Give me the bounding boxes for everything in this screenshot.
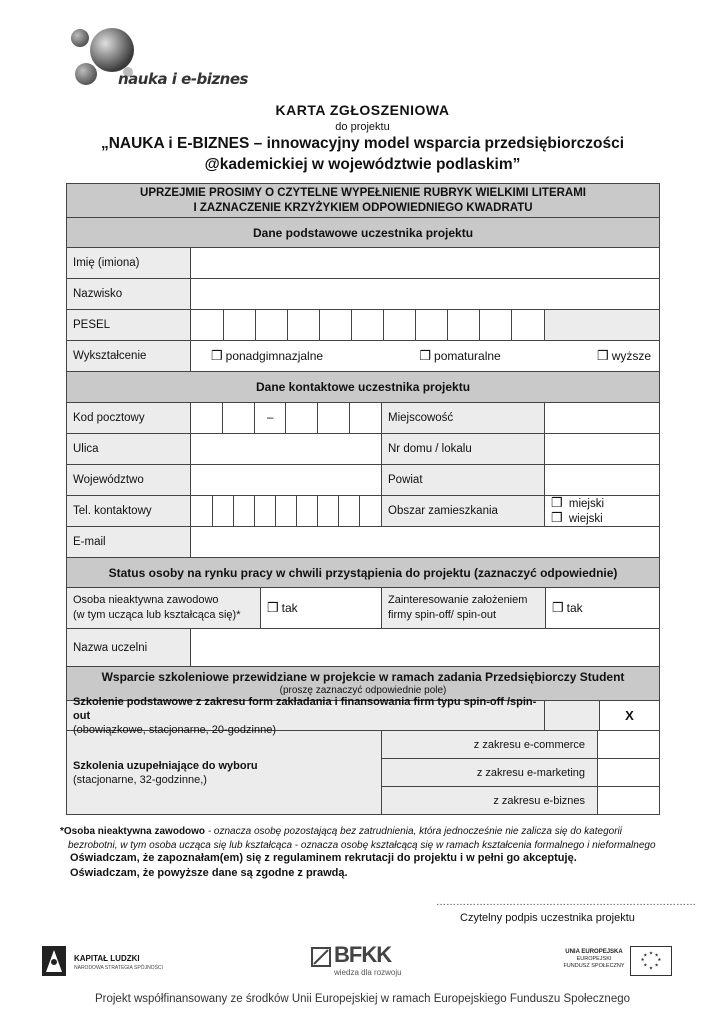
- last-name-label: Nazwisko: [67, 279, 191, 310]
- area-label: Obszar zamieszkania: [382, 496, 545, 527]
- spinoff-option[interactable]: [545, 588, 659, 628]
- edu-option-1-label: ponadgimnazjalne: [225, 349, 324, 363]
- section-training-title: Wsparcie szkoleniowe przewidziane w projekcie w ramach zadania Przedsiębiorczy Student: [101, 669, 625, 684]
- inactive-option[interactable]: [260, 588, 381, 628]
- basic-training-label-tail: [545, 701, 600, 730]
- footnote: [60, 825, 660, 853]
- svg-text:★: ★: [657, 958, 662, 963]
- house-number-label: Nr domu / lokalu: [382, 434, 545, 465]
- bfkk-name: BFKK: [334, 942, 392, 967]
- kapital-ludzki-subtitle: NARODOWA STRATEGIA SPÓJNOŚCI: [74, 965, 163, 971]
- postal-digit[interactable]: [318, 403, 350, 433]
- education-options: [191, 341, 660, 372]
- inactive-label-line2: (w tym ucząca lub kształcąca się)*: [73, 609, 241, 621]
- signature-label: Czytelny podpis uczestnika projektu: [460, 912, 635, 924]
- extra-training-details: (stacjonarne, 32-godzinne,): [73, 773, 207, 786]
- pesel-digit[interactable]: [480, 310, 512, 340]
- postal-digit[interactable]: [223, 403, 255, 433]
- street-field[interactable]: [191, 434, 382, 465]
- footnote-text1: - oznacza osobę pozostającą bez zatrudnienia, która jednocześnie nie zalicza się do kategorii: [205, 826, 622, 837]
- footnote-term: Osoba nieaktywna zawodowo: [63, 826, 206, 837]
- phone-digit[interactable]: [318, 496, 339, 526]
- basic-training-label: [67, 695, 544, 736]
- area-option-rural-label: wiejski: [568, 513, 603, 525]
- project-name-line1: „NAUKA i E-BIZNES – innowacyjny model wsparcia przedsiębiorczości: [100, 135, 625, 152]
- inactive-label-line1: Osoba nieaktywna zawodowo: [73, 594, 219, 606]
- bfkk-tagline: wiedza dla rozwoju: [334, 968, 402, 977]
- eu-line2: EUROPEJSKI: [576, 956, 612, 962]
- pesel-digit[interactable]: [223, 310, 255, 340]
- checkbox-icon[interactable]: ❒: [267, 600, 279, 615]
- extra-option-ebiznes-box[interactable]: [597, 787, 659, 814]
- university-label: Nazwa uczelni: [67, 629, 191, 667]
- county-field[interactable]: [545, 465, 660, 496]
- pesel-digit[interactable]: [255, 310, 287, 340]
- application-form-table: [66, 183, 660, 815]
- spinoff-label: [382, 588, 545, 628]
- svg-text:★: ★: [643, 953, 648, 959]
- eu-line3: FUNDUSZ SPOŁECZNY: [563, 963, 625, 969]
- form-subtitle: do projektu: [335, 121, 390, 133]
- inactive-label: [67, 588, 260, 628]
- phone-digit[interactable]: [297, 496, 318, 526]
- svg-text:★: ★: [648, 966, 654, 972]
- phone-digit[interactable]: [275, 496, 296, 526]
- university-field[interactable]: [191, 629, 660, 667]
- pesel-digit[interactable]: [448, 310, 480, 340]
- section-training-subtitle: (proszę zaznaczyć odpowiednie pole): [279, 684, 447, 696]
- edu-option-3[interactable]: [597, 348, 651, 364]
- inactive-option-label: tak: [281, 601, 298, 615]
- checkbox-icon[interactable]: ❒: [211, 348, 223, 363]
- svg-text:★: ★: [654, 953, 659, 959]
- eu-flag-icon: [630, 946, 672, 976]
- declaration-regulations: Oświadczam, że zapoznałam(em) się z regulaminem rekrutacji do projektu i w pełni go akceptuję.: [70, 852, 577, 864]
- basic-training-details: (obowiązkowe, stacjonarne, 20-godzinne): [73, 723, 277, 736]
- spinoff-label-line1: Zainteresowanie założeniem: [388, 594, 528, 606]
- phone-digit[interactable]: [212, 496, 233, 526]
- pesel-digit[interactable]: [319, 310, 351, 340]
- checkbox-icon[interactable]: ❒: [419, 348, 432, 363]
- extra-option-row: [382, 787, 660, 815]
- phone-digit[interactable]: [339, 496, 360, 526]
- kapital-ludzki-title: KAPITAŁ LUDZKI: [74, 954, 140, 963]
- area-option-urban[interactable]: [551, 496, 653, 511]
- education-label: Wykształcenie: [67, 341, 191, 372]
- section-status-title: Status osoby na rynku pracy w chwili przystąpienia do projektu (zaznaczyć odpowiednie): [67, 558, 660, 588]
- svg-text:★: ★: [648, 951, 654, 957]
- spinoff-option-label: tak: [566, 601, 583, 615]
- section-basic-title: Dane podstawowe uczestnika projektu: [67, 218, 660, 248]
- last-name-field[interactable]: [191, 279, 660, 310]
- postal-code-field[interactable]: [191, 403, 382, 434]
- edu-option-3-label: wyższe: [611, 349, 652, 363]
- spinoff-label-line2: firmy spin-off/ spin-out: [388, 609, 497, 621]
- first-name-field[interactable]: [191, 248, 660, 279]
- area-options: [545, 496, 660, 527]
- edu-option-2[interactable]: [419, 348, 500, 364]
- voivodeship-label: Województwo: [67, 465, 191, 496]
- svg-text:★: ★: [640, 958, 645, 963]
- checkbox-icon[interactable]: ❒: [551, 510, 563, 525]
- postal-digit[interactable]: [349, 403, 381, 433]
- street-label: Ulica: [67, 434, 191, 465]
- pesel-digit[interactable]: [384, 310, 416, 340]
- extra-option-ebiznes: z zakresu e-biznes: [382, 787, 597, 814]
- edu-option-2-label: pomaturalne: [434, 349, 501, 363]
- email-label: E-mail: [67, 527, 191, 558]
- phone-label: Tel. kontaktowy: [67, 496, 191, 527]
- postal-digit[interactable]: [286, 403, 318, 433]
- instructions-line1: UPRZEJMIE PROSIMY O CZYTELNE WYPEŁNIENIE RUBRYK WIELKIMI LITERAMI: [140, 186, 586, 199]
- phone-digit[interactable]: [191, 496, 212, 526]
- city-field[interactable]: [545, 403, 660, 434]
- extra-option-row: [382, 731, 660, 759]
- phone-digit[interactable]: [360, 496, 381, 526]
- phone-field[interactable]: [191, 496, 382, 527]
- footnote-text2: bezrobotni, w tym osoba ucząca się lub kształcąca - oznacza osobę kształcącą się w ramach kształcenia formalnego i nieformalnego: [68, 840, 656, 851]
- project-name-line2: @kademickiej w województwie podlaskim”: [204, 156, 521, 173]
- form-title: KARTA ZGŁOSZENIOWA: [275, 102, 450, 118]
- first-name-label: Imię (imiona): [67, 248, 191, 279]
- pesel-digit[interactable]: [191, 310, 223, 340]
- pesel-filler: [544, 310, 659, 340]
- phone-digit[interactable]: [233, 496, 254, 526]
- voivodeship-field[interactable]: [191, 465, 382, 496]
- footnote-star: *: [60, 826, 64, 837]
- basic-training-row: [67, 695, 545, 736]
- extra-option-ecommerce: z zakresu e-commerce: [382, 731, 597, 758]
- checkbox-icon[interactable]: ❒: [551, 495, 563, 510]
- svg-text:★: ★: [643, 963, 648, 969]
- spinoff-row: [382, 588, 660, 629]
- eu-title: UNIA EUROPEJSKA: [565, 949, 623, 955]
- pesel-digit[interactable]: [512, 310, 544, 340]
- inactive-row: [67, 588, 382, 629]
- email-field[interactable]: [191, 527, 660, 558]
- city-label: Miejscowość: [382, 403, 545, 434]
- instructions-line2: I ZAZNACZENIE KRZYŻYKIEM ODPOWIEDNIEGO KWADRATU: [193, 201, 533, 214]
- basic-training-mark-cell: [545, 701, 660, 731]
- pesel-digit[interactable]: [351, 310, 383, 340]
- extra-option-emarketing: z zakresu e-marketing: [382, 759, 597, 786]
- area-option-urban-label: miejski: [568, 498, 604, 510]
- postal-dash: –: [254, 403, 286, 433]
- declaration-truth: Oświadczam, że powyższe dane są zgodne z prawdą.: [70, 867, 348, 879]
- house-number-field[interactable]: [545, 434, 660, 465]
- instructions: [67, 184, 660, 218]
- pesel-digit[interactable]: [287, 310, 319, 340]
- basic-training-title: Szkolenie podstawowe z zakresu form zakładania i finansowania firm typu spin-off /spin-out: [73, 695, 537, 722]
- pesel-digit[interactable]: [416, 310, 448, 340]
- postal-label: Kod pocztowy: [67, 403, 191, 434]
- extra-option-ecommerce-box[interactable]: [597, 731, 659, 758]
- extra-option-emarketing-box[interactable]: [597, 759, 659, 786]
- signature-line[interactable]: ……………………………………………………………………: [436, 897, 696, 908]
- basic-training-mark[interactable]: X: [625, 708, 634, 723]
- edu-option-1[interactable]: [211, 348, 323, 364]
- logo-text: nauka i e-biznes: [118, 70, 248, 88]
- svg-text:★: ★: [654, 963, 659, 969]
- checkbox-icon[interactable]: ❒: [552, 600, 564, 615]
- section-contact-title: Dane kontaktowe uczestnika projektu: [67, 372, 660, 403]
- area-option-rural[interactable]: [551, 511, 653, 526]
- pesel-field[interactable]: [191, 310, 660, 341]
- footer-cofinancing: Projekt współfinansowany ze środków Unii Europejskiej w ramach Europejskiego Funduszu Społecznego: [94, 993, 631, 1005]
- postal-digit[interactable]: [191, 403, 223, 433]
- extra-option-row: [382, 759, 660, 787]
- eu-logo-text: [560, 949, 628, 970]
- pesel-label: PESEL: [67, 310, 191, 341]
- checkbox-icon[interactable]: ❒: [597, 348, 609, 363]
- extra-training-label: [67, 731, 382, 815]
- county-label: Powiat: [382, 465, 545, 496]
- phone-digit[interactable]: [254, 496, 275, 526]
- extra-training-title: Szkolenia uzupełniające do wyboru: [73, 759, 258, 772]
